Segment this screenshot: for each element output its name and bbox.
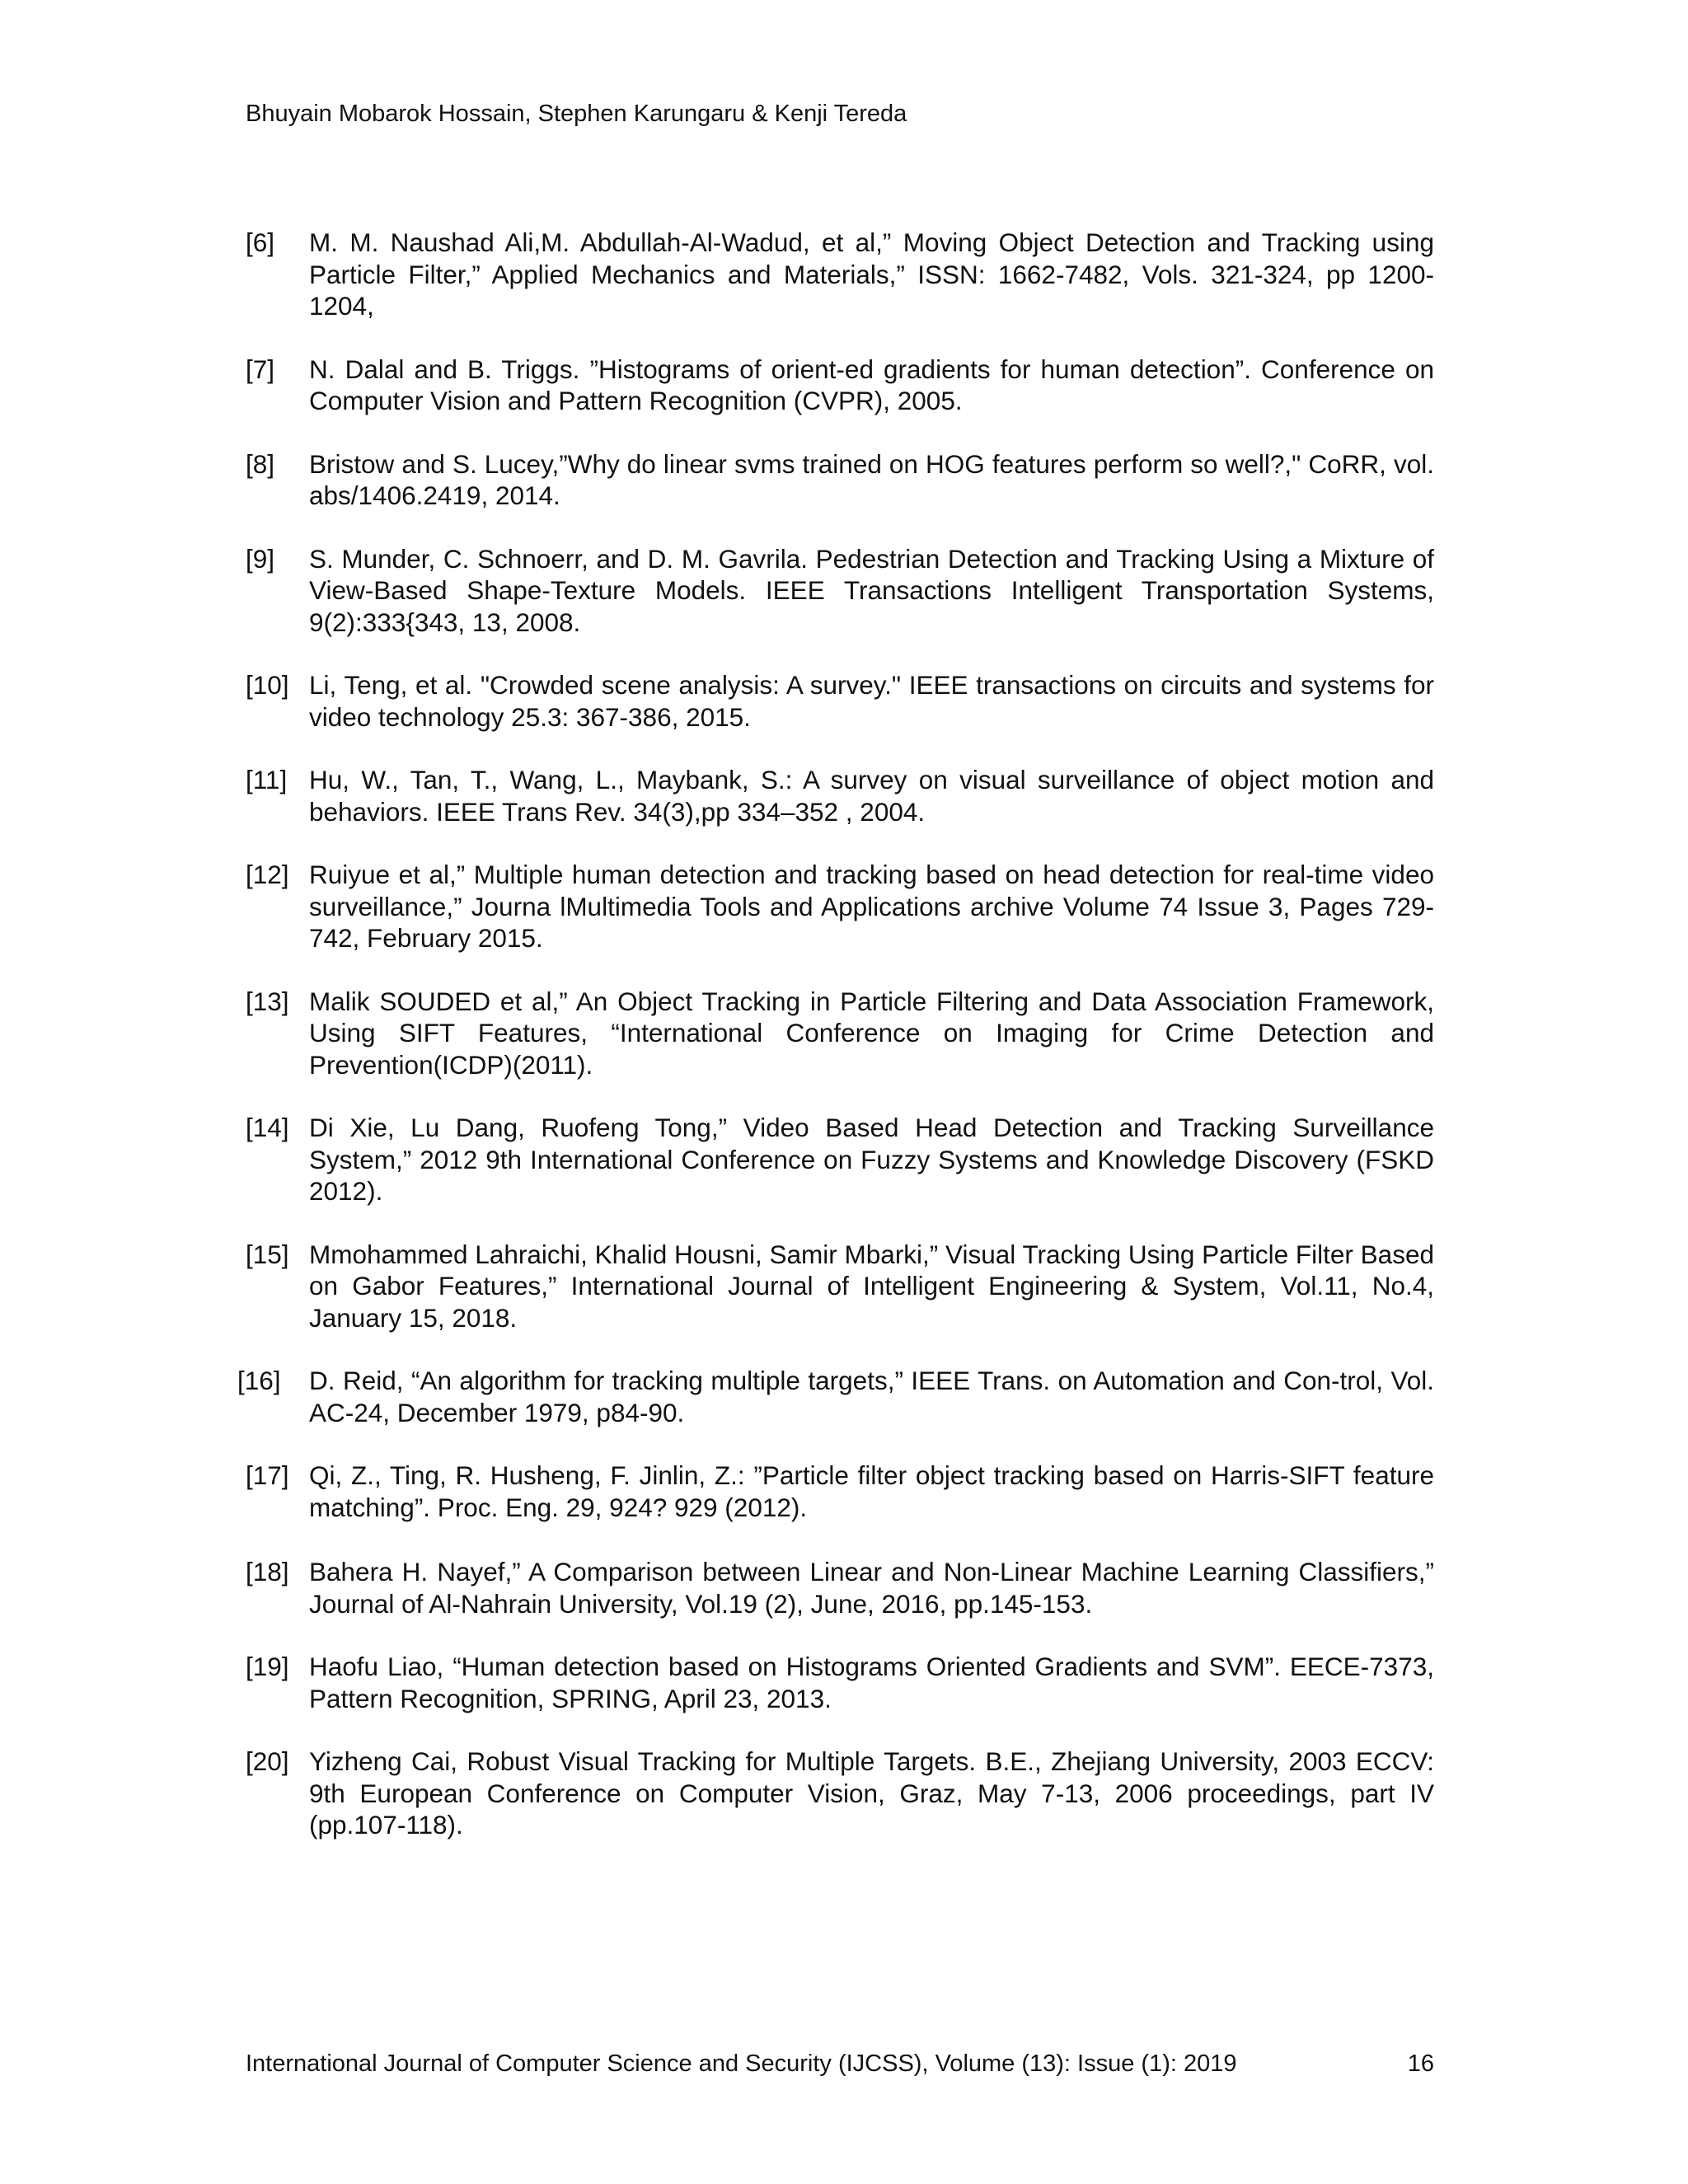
reference-item <box>246 986 1434 1081</box>
reference-text: Bahera H. Nayef,” A Comparison between Linear and Non-Linear Machine Learning Classifiers,” Journal of Al-Nahrain University, Vol.19 (2), June, 2016, pp.145-153. <box>309 1557 1434 1619</box>
reference-text: Mmohammed Lahraichi, Khalid Housni, Samir Mbarki,” Visual Tracking Using Particle Filter Based on Gabor Features,” International Journal of Intelligent Engineering & System, Vol.11, No.4, January 15, 2018. <box>309 1239 1434 1333</box>
reference-item <box>246 1239 1434 1334</box>
reference-number: [7] <box>246 354 275 384</box>
reference-number: [14] <box>246 1113 289 1142</box>
reference-text: Li, Teng, et al. "Crowded scene analysis: A survey." IEEE transactions on circuits and systems for video technology 25.3: 367-386, 2015. <box>309 670 1434 732</box>
reference-number: [9] <box>246 543 275 574</box>
running-header-authors: Bhuyain Mobarok Hossain, Stephen Karungaru & Kenji Tereda <box>246 101 907 127</box>
reference-item <box>246 1651 1434 1714</box>
reference-text: S. Munder, C. Schnoerr, and D. M. Gavrila. Pedestrian Detection and Tracking Using a Mixture of View-Based Shape-Texture Models. IEEE Transactions Intelligent Transportation Systems, 9(2):333{343, 13, 2008. <box>309 543 1434 637</box>
reference-text: D. Reid, “An algorithm for tracking multiple targets,” IEEE Trans. on Automation and Con-trol, Vol. AC-24, December 1979, p84-90. <box>309 1366 1434 1427</box>
reference-item <box>246 764 1434 827</box>
reference-number: [19] <box>246 1652 289 1681</box>
reference-text: Haofu Liao, “Human detection based on Histograms Oriented Gradients and SVM”. EECE-7373, Pattern Recognition, SPRING, April 23, 2013. <box>309 1652 1434 1713</box>
reference-item <box>246 227 1434 322</box>
reference-number: [15] <box>246 1239 289 1269</box>
reference-list <box>237 227 1434 1872</box>
reference-item <box>246 669 1434 733</box>
reference-number: [20] <box>246 1746 289 1776</box>
reference-number: [16] <box>237 1366 281 1395</box>
reference-number: [8] <box>246 448 275 479</box>
reference-text: Ruiyue et al,” Multiple human detection and tracking based on head detection for real-time video surveillance,” Journa lMultimedia Tools and Applications archive Volume 74 Issue 3, Pages 729-742, February 2015. <box>309 860 1434 953</box>
reference-text: M. M. Naushad Ali,M. Abdullah-Al-Wadud, et al,” Moving Object Detection and Tracking using Particle Filter,” Applied Mechanics and Materials,” ISSN: 1662-7482, Vols. 321-324, pp 1200-1204, <box>309 227 1434 321</box>
reference-text: Qi, Z., Ting, R. Husheng, F. Jinlin, Z.: ”Particle filter object tracking based on Harris-SIFT feature matching”. Proc. Eng. 29, 924? 929 (2012). <box>309 1460 1434 1522</box>
reference-number: [6] <box>246 227 275 257</box>
reference-number: [17] <box>246 1460 289 1490</box>
reference-number: [11] <box>246 765 288 794</box>
reference-number: [13] <box>246 986 289 1016</box>
reference-text: Bristow and S. Lucey,”Why do linear svms trained on HOG features perform so well?," CoRR, vol. abs/1406.2419, 2014. <box>309 448 1434 510</box>
reference-text: Malik SOUDED et al,” An Object Tracking in Particle Filtering and Data Association Framework, Using SIFT Features, “International Conference on Imaging for Crime Detection and Prevention(ICDP)(2011). <box>309 986 1434 1080</box>
reference-item <box>246 354 1434 417</box>
reference-text: N. Dalal and B. Triggs. ”Histograms of orient-ed gradients for human detection”. Conference on Computer Vision and Pattern Recognition (CVPR), 2005. <box>309 354 1434 415</box>
reference-item <box>246 1556 1434 1619</box>
reference-item <box>246 1112 1434 1207</box>
reference-text: Yizheng Cai, Robust Visual Tracking for Multiple Targets. B.E., Zhejiang University, 2003 ECCV: 9th European Conference on Computer Vision, Graz, May 7-13, 2006 proceedings, part IV (pp.107-118). <box>309 1746 1434 1840</box>
footer-journal-citation: International Journal of Computer Science and Security (IJCSS), Volume (13): Issue (1): 2019 <box>246 2050 1237 2077</box>
reference-item <box>246 448 1434 512</box>
reference-number: [18] <box>246 1557 289 1586</box>
reference-text: Di Xie, Lu Dang, Ruofeng Tong,” Video Based Head Detection and Tracking Surveillance System,” 2012 9th International Conference on Fuzzy Systems and Knowledge Discovery (FSKD 2012). <box>309 1113 1434 1206</box>
reference-item <box>246 1746 1434 1841</box>
reference-number: [12] <box>246 860 289 889</box>
page-number: 16 <box>1407 2050 1434 2077</box>
reference-item <box>246 859 1434 954</box>
reference-item <box>237 1365 1434 1428</box>
reference-item <box>246 1460 1434 1523</box>
reference-number: [10] <box>246 670 289 700</box>
reference-text: Hu, W., Tan, T., Wang, L., Maybank, S.: A survey on visual surveillance of object motion and behaviors. IEEE Trans Rev. 34(3),pp 334–352 , 2004. <box>309 765 1434 827</box>
reference-item <box>246 543 1434 639</box>
